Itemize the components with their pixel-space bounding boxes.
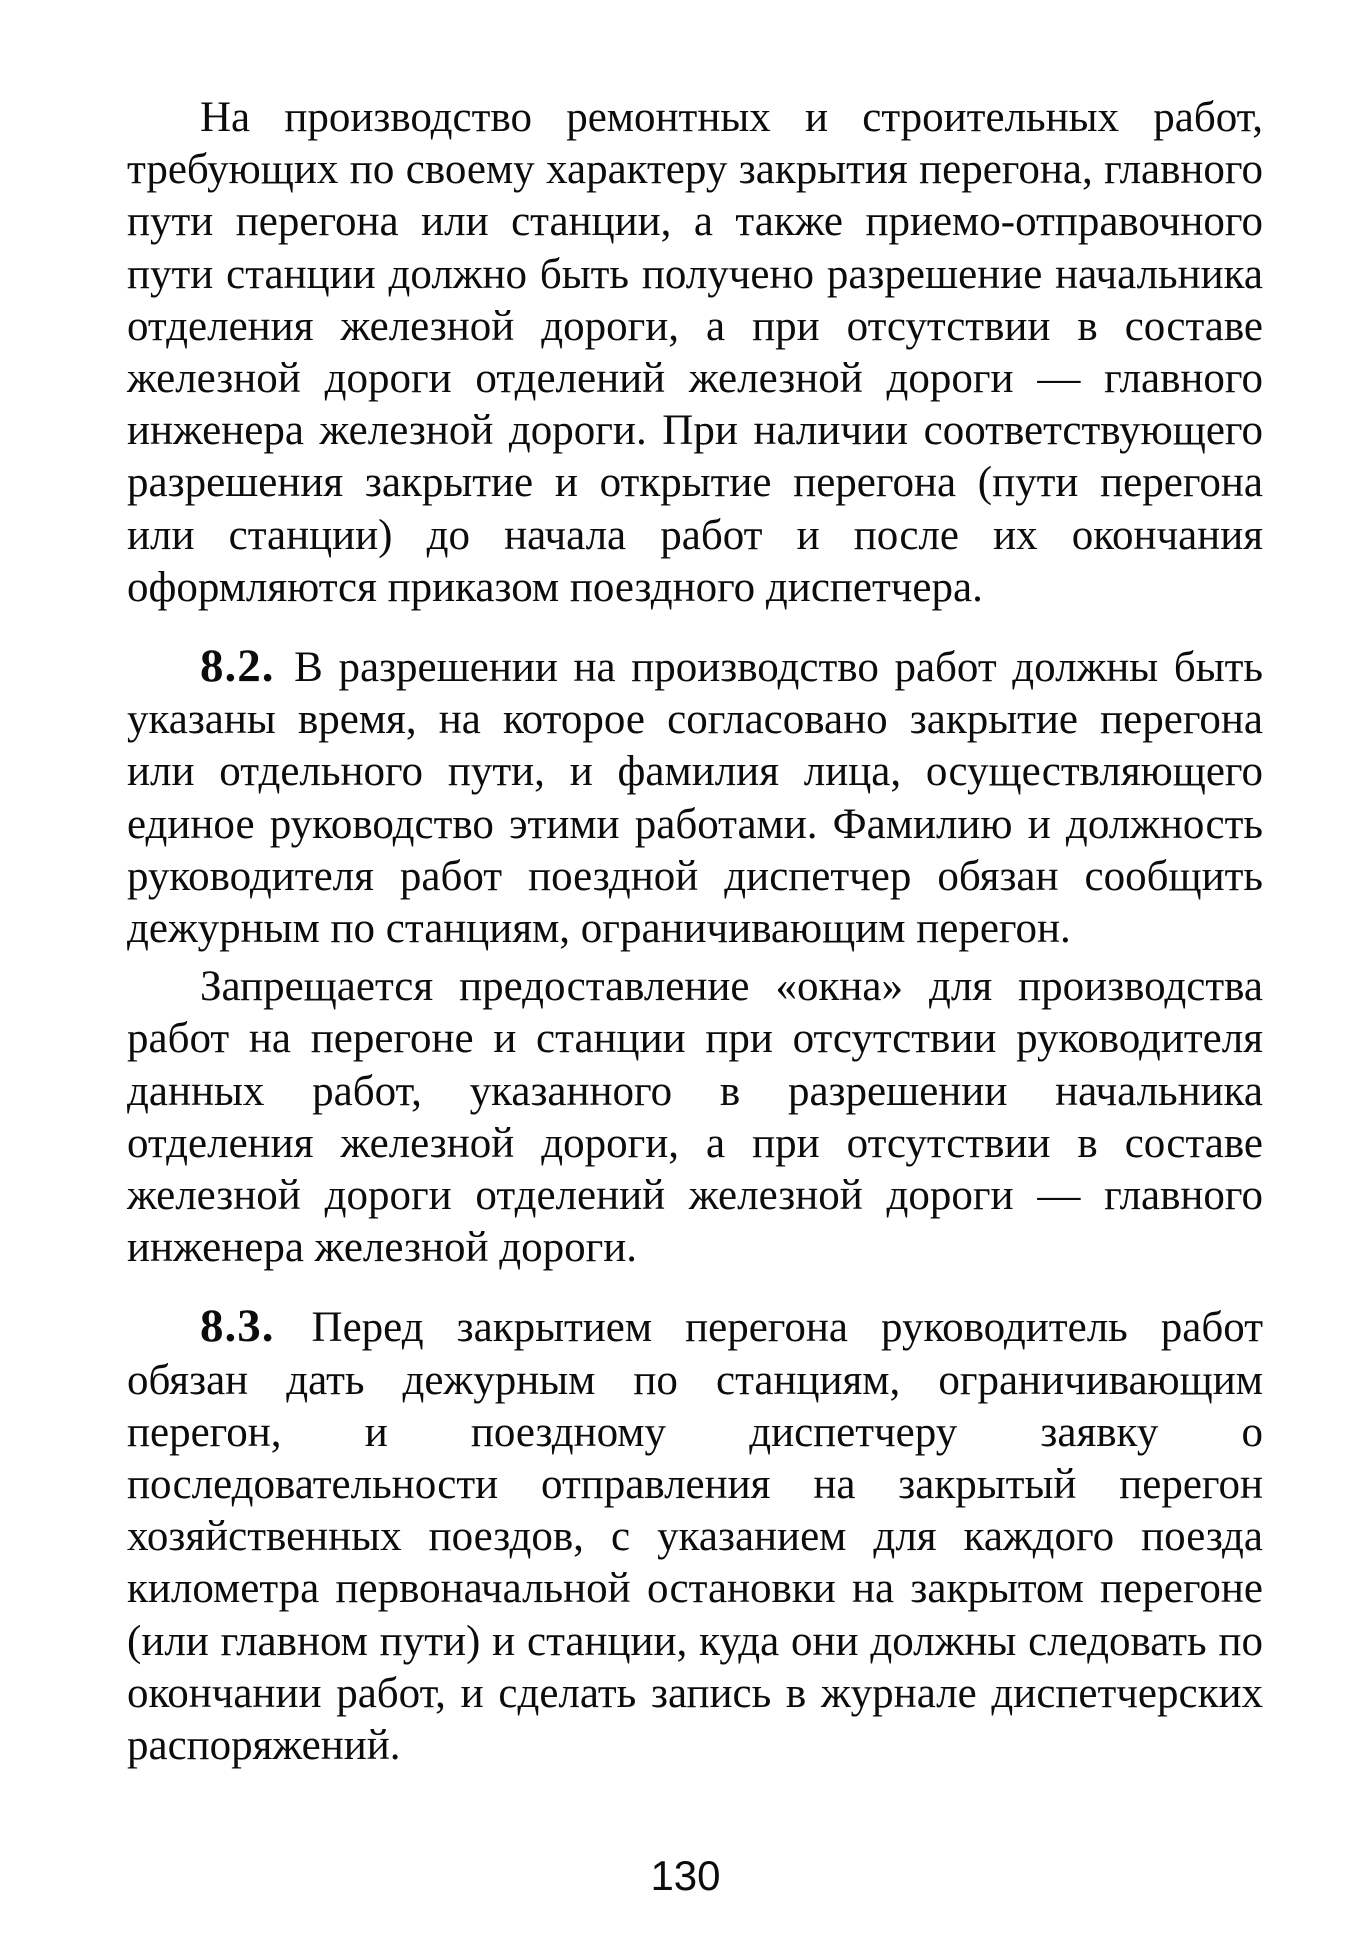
section-number: 8.2.: [200, 640, 275, 693]
page-number: 130: [650, 1852, 721, 1899]
paragraph-8-3: [127, 1300, 1263, 1772]
section-number: 8.3.: [200, 1300, 275, 1353]
paragraph-text: В разрешении на производство работ должны быть указаны время, на которое согласовано закрытие перегона или отдельного пути, и фамилия лица, осуществляющего единое руководство этими работами. Фамилию и должность руководителя работ поездной диспетчер обязан сообщить дежурным по станциям, ограничивающим перегон.: [127, 644, 1264, 953]
paragraph-intro: [127, 92, 1263, 614]
paragraph-text: На производство ремонтных и строительных работ, требующих по своему характеру закрытия перегона, главного пути перегона или станции, а также приемо-отправочного пути станции должно быть получено разрешение начальника отделения железной дороги, а при отсутствии в составе железной дороги отделений железной дороги — главного инженера железной дороги. При наличии соответствующего разрешения закрытие и открытие перегона (пути перегона или станции) до начала работ и после их окончания оформляются приказом поездного диспетчера.: [127, 94, 1263, 611]
paragraph-8-2: [127, 640, 1263, 955]
paragraph-text: Перед закрытием перегона руководитель работ обязан дать дежурным по станциям, ограничивающим перегон, и поездному диспетчеру заявку о последовательности отправления на закрытый перегон хозяйственных поездов, с указанием для каждого поезда километра первоначальной остановки на закрытом перегоне (или главном пути) и станции, куда они должны следовать по окончании работ, и сделать запись в журнале диспетчерских распоряжений.: [127, 1304, 1263, 1770]
document-page: [127, 92, 1263, 1772]
paragraph-text: Запрещается предоставление «окна» для производства работ на перегоне и станции при отсутствии руководителя данных работ, указанного в разрешении начальника отделения железной дороги, а при отсутствии в составе железной дороги отделений железной дороги — главного инженера железной дороги.: [127, 963, 1263, 1272]
paragraph-prohibition: [127, 961, 1263, 1274]
